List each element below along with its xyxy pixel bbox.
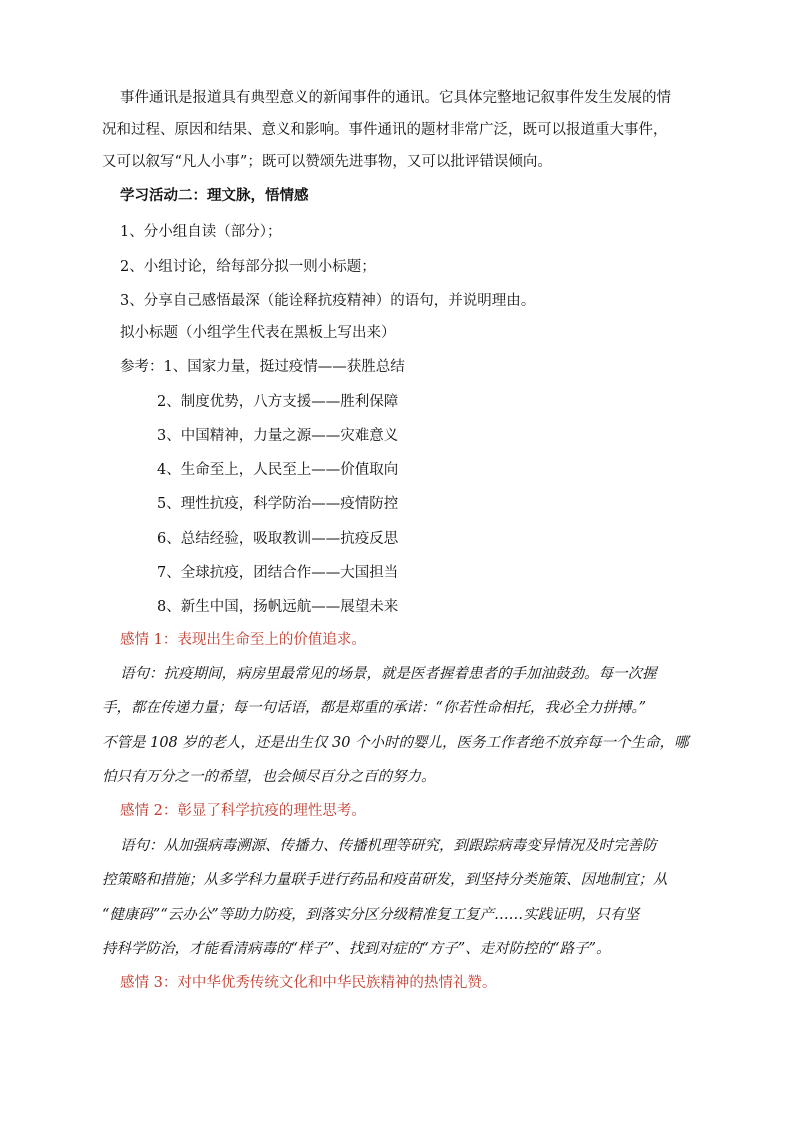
emotion-2-sentence-line-4: 持科学防治，才能看清病毒的“样子”、找到对症的“方子”、走对防控的“路子”。	[102, 941, 611, 957]
reference-item-3: 3、中国精神，力量之源——灾难意义	[157, 428, 399, 444]
activity-step-1: 1、分小组自读（部分）；	[120, 224, 282, 240]
intro-line-2: 况和过程、原因和结果、意义和影响。事件通讯的题材非常广泛，既可以报道重大事件，	[102, 122, 668, 138]
emotion-2-sentence-line-2: 控策略和措施；从多学科力量联手进行药品和疫苗研发，到坚持分类施策、因地制宜；从	[102, 872, 668, 888]
reference-item-7: 7、全球抗疫，团结合作——大国担当	[157, 565, 399, 581]
emotion-1-sentence-line-3: 不管是 108 岁的老人，还是出生仅 30 个小时的婴儿，医务工作者绝不放弃每一个生命，哪	[102, 735, 689, 751]
emotion-2-sentence-line-3: “健康码”“云办公”等助力防疫，到落实分区分级精准复工复产……实践证明，只有坚	[102, 907, 640, 923]
reference-item-4: 4、生命至上，人民至上——价值取向	[157, 462, 399, 478]
reference-item-2: 2、制度优势，八方支援——胜利保障	[157, 394, 399, 410]
emotion-1-sentence-line-1: 语句：抗疫期间，病房里最常见的场景，就是医者握着患者的手加油鼓劲。每一次握	[120, 666, 657, 682]
emotion-3-label: 感情 3：对中华优秀传统文化和中华民族精神的热情礼赞。	[120, 975, 497, 991]
activity-heading: 学习活动二：理文脉，悟情感	[120, 187, 309, 204]
emotion-1-sentence-line-4: 怕只有万分之一的希望，也会倾尽百分之百的努力。	[102, 769, 436, 785]
emotion-2-label: 感情 2：彰显了科学抗疫的理性思考。	[120, 803, 366, 819]
activity-step-3: 3、分享自己感悟最深（能诠释抗疫精神）的语句，并说明理由。	[120, 293, 536, 309]
emotion-1-sentence-line-2: 手，都在传递力量；每一句话语，都是郑重的承诺：“你若性命相托，我必全力拼搏。”	[102, 700, 647, 716]
reference-item-1: 参考：1、国家力量，挺过疫情——获胜总结	[120, 359, 405, 375]
emotion-2-sentence-line-1: 语句：从加强病毒溯源、传播力、传播机理等研究，到跟踪病毒变异情况及时完善防	[120, 838, 657, 854]
reference-item-8: 8、新生中国，扬帆远航——展望未来	[157, 599, 399, 615]
intro-line-3: 又可以叙写“凡人小事”；既可以赞颂先进事物，又可以批评错误倾向。	[102, 154, 552, 170]
reference-item-6: 6、总结经验，吸取教训——抗疫反思	[157, 531, 399, 547]
reference-item-5: 5、理性抗疫，科学防治——疫情防控	[157, 496, 399, 512]
intro-line-1: 事件通讯是报道具有典型意义的新闻事件的通讯。它具体完整地记叙事件发生发展的情	[120, 90, 671, 106]
emotion-1-label: 感情 1：表现出生命至上的价值追求。	[120, 632, 366, 648]
activity-step-2: 2、小组讨论，给每部分拟一则小标题；	[120, 259, 376, 275]
subtitle-intro: 拟小标题（小组学生代表在黑板上写出来）	[120, 325, 396, 341]
